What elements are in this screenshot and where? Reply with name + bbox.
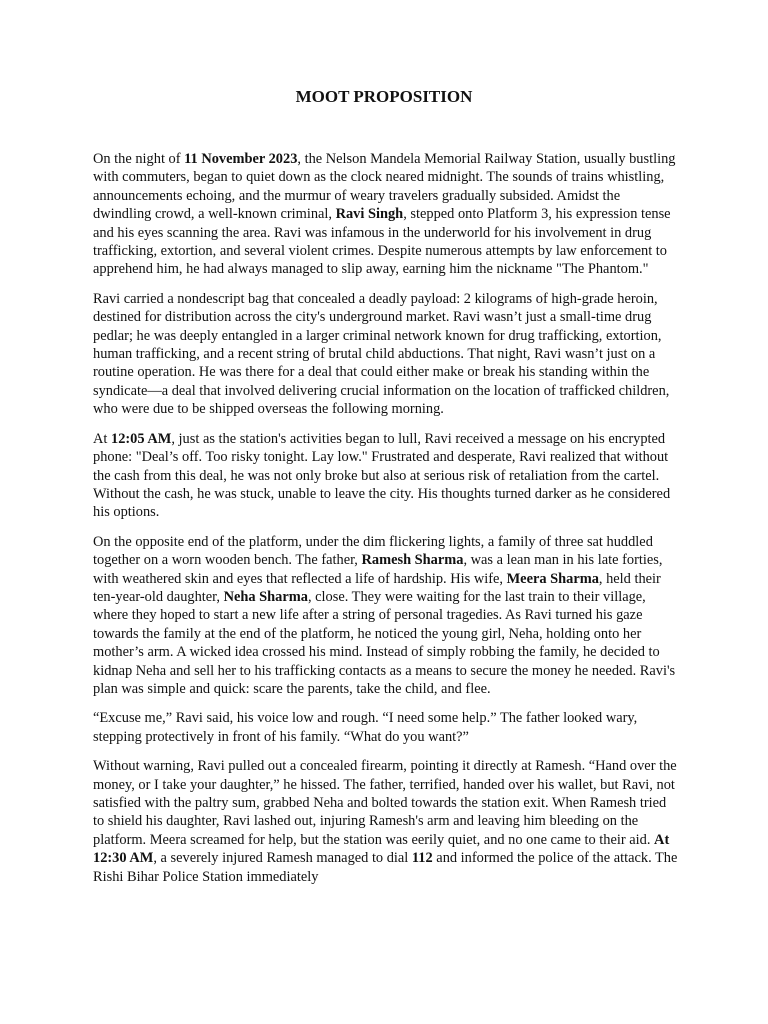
paragraph-6 — [93, 757, 678, 886]
text-run: , just as the station's activities began to lull, Ravi received a message on his encrypted phone: "Deal’s off. Too risky tonight. Lay low." Frustrated and desperate, Ravi realized that without the cash from this deal, he was not only broke but also at serious risk of retaliation from the cartel. Without the cash, he was stuck, unable to leave the city. His thoughts turned darker as he considered his options. — [93, 430, 671, 521]
text-run: Ravi carried a nondescript bag that concealed a deadly payload: 2 kilograms of high-grade heroin, destined for distribution across the city's underground market. Ravi wasn’t just a small-time drug pedlar; he was deeply entangled in a larger criminal network known for drug trafficking, extortion, human trafficking, and a recent string of brutal child abductions. That night, Ravi wasn’t just on a routine operation. He was there for a deal that could either make or break his standing within the syndicate—a deal that involved delivering crucial information on the location of trafficked children, who were due to be shipped overseas the following morning. — [93, 290, 670, 418]
text-run: On the opposite end of the platform, under the dim flickering lights, a family of three sat huddled together on a worn wooden bench. The father, — [93, 533, 653, 569]
paragraph-4 — [93, 533, 678, 699]
date-highlight: 11 November 2023 — [184, 151, 298, 167]
name-highlight: Neha Sharma — [223, 588, 308, 605]
text-run: , the Nelson Mandela Memorial Railway Station, usually bustling with commuters, began to quiet down as the clock neared midnight. The sounds of trains whistling, announcements echoing, and the murmur of weary travelers gradually subsided. Amidst the dwindling crowd, a well-known criminal, — [93, 151, 676, 223]
text-run: At — [93, 430, 111, 447]
text-run: , a severely injured Ramesh managed to dial — [153, 850, 412, 867]
paragraph-1 — [93, 150, 678, 279]
paragraph-5 — [93, 709, 678, 746]
text-run: , close. They were waiting for the last train to their village, where they hoped to start a new life after a string of personal tragedies. As Ravi turned his gaze towards the family at the end of the platform, he noticed the young girl, Neha, holding onto her mother’s arm. A wicked idea crossed his mind. Instead of simply robbing the family, he decided to kidnap Neha and sell her to his trafficking contacts as a means to secure the money he needed. Ravi's plan was simple and quick: scare the parents, take the child, and flee. — [93, 588, 676, 697]
time-highlight: 12:05 AM — [111, 430, 172, 447]
text-run: and informed the police of the attack. The Rishi Bihar Police Station immediately — [93, 850, 678, 885]
text-run: , held their ten-year-old daughter, — [93, 570, 661, 605]
name-highlight: Ravi Singh — [335, 206, 404, 223]
paragraph-3 — [93, 430, 678, 522]
text-run: Without warning, Ravi pulled out a concealed firearm, pointing it directly at Ramesh. “Hand over the money, or I take your daughter,” he hissed. The father, terrified, handed over his wallet, but Ravi, not satisfied with the paltry sum, grabbed Neha and bolted towards the station exit. When Ramesh tried to shield his daughter, Ravi lashed out, injuring Ramesh's arm and leaving him bleeding on the platform. Meera screamed for help, but the station was eerily quiet, and no one came to their aid. — [93, 758, 677, 848]
time-highlight: At 12:30 AM — [93, 831, 670, 867]
number-highlight: 112 — [411, 850, 433, 867]
document-title: MOOT PROPOSITION — [295, 87, 473, 106]
document-body — [93, 150, 678, 897]
text-run: , stepped onto Platform 3, his expression tense and his eyes scanning the area. Ravi was infamous in the underworld for his involvement in drug trafficking, extortion, and several violent crimes. Despite numerous attempts by law enforcement to apprehend him, he had always managed to slip away, earning him the nickname "The Phantom." — [93, 206, 671, 278]
paragraph-2 — [93, 290, 678, 419]
name-highlight: Ramesh Sharma — [361, 552, 464, 569]
text-run: , was a lean man in his late forties, with weathered skin and eyes that reflected a life of hardship. His wife, — [93, 552, 663, 587]
text-run: On the night of — [93, 151, 185, 167]
text-run: “Excuse me,” Ravi said, his voice low and rough. “I need some help.” The father looked wary, stepping protectively in front of his family. “What do you want?” — [93, 710, 638, 745]
name-highlight: Meera Sharma — [506, 570, 599, 587]
